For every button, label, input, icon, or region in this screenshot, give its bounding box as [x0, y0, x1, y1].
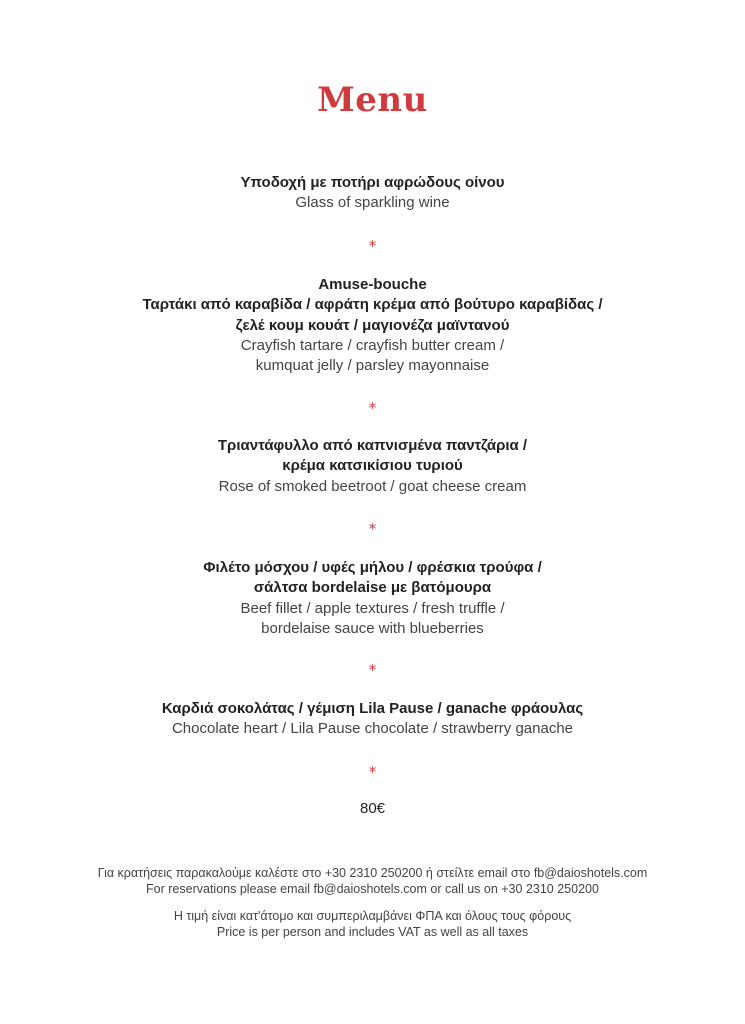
- menu-price: 80€: [359, 800, 386, 817]
- course-english-line: Rose of smoked beetroot / goat cheese cream: [218, 477, 527, 495]
- course-english-line: Beef fillet / apple textures / fresh truffle /: [240, 599, 505, 617]
- page-title: Menu: [317, 80, 428, 120]
- course-greek: [0, 558, 745, 599]
- course-english: [0, 477, 745, 497]
- separator-star: *: [368, 763, 377, 781]
- course-greek-line: Καρδιά σοκολάτας / γέμιση Lila Pause / ganache φράουλας: [161, 700, 584, 717]
- reservations-note-greek: Για κρατήσεις παρακαλούμε καλέστε στο +30 2310 250200 ή στείλτε email στο fb@daioshotels.com: [97, 866, 648, 880]
- course-chocolate-heart: [0, 699, 745, 740]
- price-note-english: Price is per person and includes VAT as well as all taxes: [216, 925, 529, 939]
- course-greek-line: κρέμα κατσικίσιου τυριού: [282, 457, 463, 475]
- course-greek: [0, 173, 745, 193]
- course-greek-line: ζελέ κουμ κουάτ / μαγιονέζα μαϊντανού: [235, 316, 510, 334]
- course-english: [0, 193, 745, 213]
- course-greek-line: Ταρτάκι από καραβίδα / αφράτη κρέμα από βούτυρο καραβίδας /: [142, 296, 603, 314]
- price-note-greek: Η τιμή είναι κατ'άτομο και συμπεριλαμβάνει ΦΠΑ και όλους τους φόρους: [173, 909, 572, 923]
- course-beef-fillet: [0, 558, 745, 639]
- separator-star: *: [368, 399, 377, 417]
- separator-star: *: [368, 661, 377, 679]
- course-english-line: Crayfish tartare / crayfish butter cream /: [240, 336, 505, 354]
- course-english-line: bordelaise sauce with blueberries: [261, 619, 484, 637]
- course-beetroot: [0, 436, 745, 497]
- course-english-line: Glass of sparkling wine: [295, 194, 450, 212]
- course-english-line: Chocolate heart / Lila Pause chocolate / strawberry ganache: [171, 720, 574, 738]
- course-amuse-bouche: [0, 275, 745, 376]
- course-english: [0, 336, 745, 377]
- reservations-note: [0, 865, 745, 897]
- course-greek-line: Φιλέτο μόσχου / υφές μήλου / φρέσκια τρούφα /: [203, 559, 542, 576]
- course-greek-line: Amuse-bouche: [318, 276, 427, 293]
- course-greek: [0, 275, 745, 336]
- course-english: [0, 719, 745, 739]
- course-greek-line: σάλτσα bordelaise με βατόμουρα: [253, 579, 492, 597]
- price-note: [0, 908, 745, 940]
- course-greek-line: Υποδοχή με ποτήρι αφρώδους οίνου: [240, 174, 505, 191]
- reservations-note-english: For reservations please email fb@daioshotels.com or call us on +30 2310 250200: [146, 882, 599, 896]
- separator-star: *: [368, 520, 377, 538]
- course-greek: [0, 436, 745, 477]
- course-english: [0, 599, 745, 640]
- course-welcome: [0, 173, 745, 214]
- course-greek: [0, 699, 745, 719]
- course-english-line: kumquat jelly / parsley mayonnaise: [255, 357, 490, 375]
- separator-star: *: [368, 237, 377, 255]
- course-greek-line: Τριαντάφυλλο από καπνισμένα παντζάρια /: [217, 437, 528, 454]
